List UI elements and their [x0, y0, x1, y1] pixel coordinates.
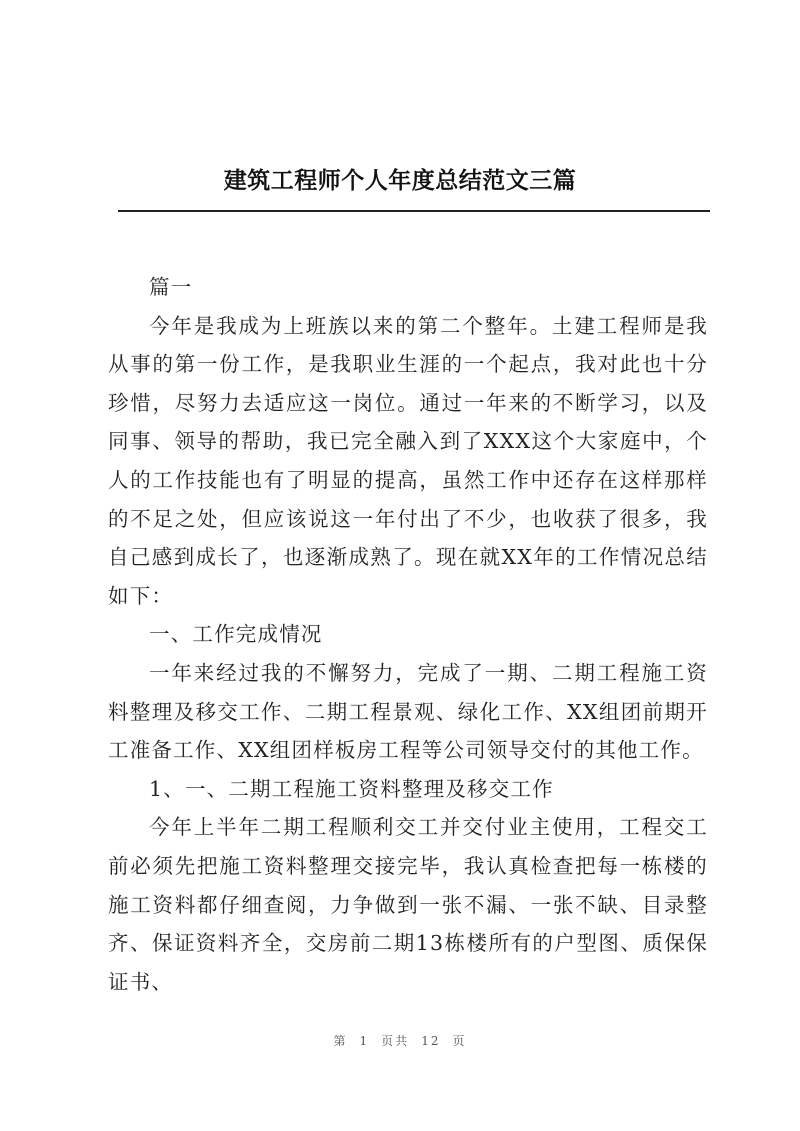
document-body: [108, 268, 708, 1001]
section-heading: 一、工作完成情况: [149, 622, 323, 647]
title-underline: [118, 210, 710, 212]
footer-total-pages: 12: [421, 1034, 441, 1048]
footer-middle: 页共: [381, 1034, 410, 1048]
subsection-heading: 1、一、二期工程施工资料整理及移交工作: [149, 776, 554, 801]
footer-page-number: 1: [359, 1034, 370, 1048]
page-footer: [0, 1032, 800, 1049]
section-heading: 篇一: [149, 275, 193, 299]
paragraph: 一年来经过我的不懈努力，完成了一期、二期工程施工资料整理及移交工作、二期工程景观、绿化工作、XX组团前期开工准备工作、XX组团样板房工程等公司领导交付的其他工作。: [108, 660, 708, 763]
document-title: 建筑工程师个人年度总结范文三篇: [223, 167, 577, 194]
footer-suffix: 页: [452, 1034, 467, 1048]
footer-prefix: 第: [333, 1034, 348, 1048]
paragraph: 今年是我成为上班族以来的第二个整年。土建工程师是我从事的第一份工作，是我职业生涯的一个起点，我对此也十分珍惜，尽努力去适应这一岗位。通过一年来的不断学习，以及同事、领导的帮助，我已完全融入到了XXX这个大家庭中，个人的工作技能也有了明显的提高，虽然工作中还存在这样那样的不足之处，但应该说这一年付出了不少，也收获了很多，我自己感到成长了，也逐渐成熟了。现在就XX年的工作情况总结如下：: [108, 313, 708, 608]
paragraph: 今年上半年二期工程顺利交工并交付业主使用，工程交工前必须先把施工资料整理交接完毕，我认真检查把每一栋楼的施工资料都仔细查阅，力争做到一张不漏、一张不缺、目录整齐、保证资料齐全，交房前二期13栋楼所有的户型图、质保保证书、: [108, 815, 708, 994]
